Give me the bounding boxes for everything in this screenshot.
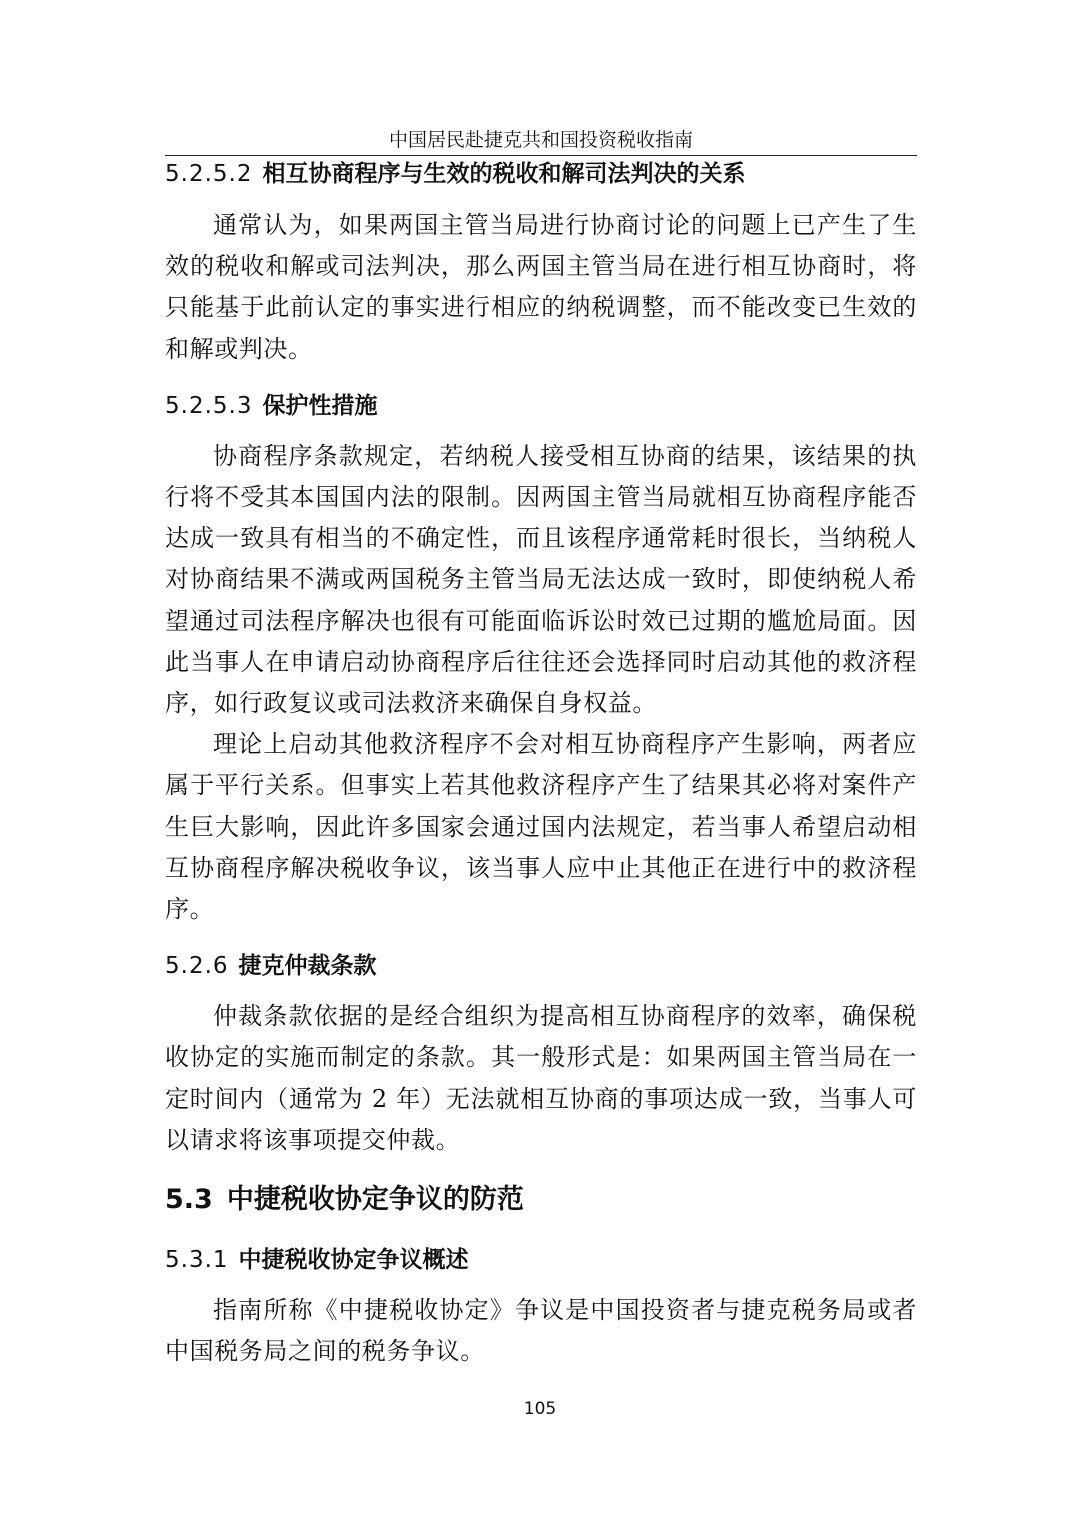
paragraph: 理论上启动其他救济程序不会对相互协商程序产生影响，两者应属于平行关系。但事实上若其他救济程序产生了结果其必将对案件产生巨大影响，因此许多国家会通过国内法规定，若当事人希望启动相互协商程序解决税收争议，该当事人应中止其他正在进行中的救济程序。 <box>165 730 917 924</box>
page-number: 105 <box>523 1399 557 1419</box>
section-title: 相互协商程序与生效的税收和解司法判决的关系 <box>262 161 746 187</box>
section-title: 保护性措施 <box>262 392 378 419</box>
section-heading-5-2-6 <box>165 948 917 984</box>
section-heading-5-3-1 <box>165 1242 917 1278</box>
running-header: 中国居民赴捷克共和国投资税收指南 <box>388 129 693 151</box>
section-heading-5-2-5-2 <box>165 156 917 192</box>
section-number: 5.2.5.2 <box>165 161 253 187</box>
section-number: 5.3.1 <box>165 1247 229 1274</box>
paragraph: 仲裁条款依据的是经合组织为提高相互协商程序的效率，确保税收协定的实施而制定的条款。其一般形式是：如果两国主管当局在一定时间内（通常为 2 年）无法就相互协商的事项达成一致，当事人可以请求将该事项提交仲裁。 <box>165 1002 917 1154</box>
section-heading-5-2-5-3 <box>165 388 917 424</box>
section-number: 5.2.5.3 <box>165 392 253 419</box>
paragraph: 指南所称《中捷税收协定》争议是中国投资者与捷克税务局或者中国税务局之间的税务争议。 <box>165 1296 917 1366</box>
paragraph: 通常认为，如果两国主管当局进行协商讨论的问题上已产生了生效的税收和解或司法判决，那么两国主管当局在进行相互协商时，将只能基于此前认定的事实进行相应的纳税调整，而不能改变已生效的和解或判决。 <box>165 211 917 363</box>
section-title: 中捷税收协定争议概述 <box>238 1247 469 1274</box>
paragraph: 协商程序条款规定，若纳税人接受相互协商的结果，该结果的执行将不受其本国国内法的限制。因两国主管当局就相互协商程序能否达成一致具有相当的不确定性，而且该程序通常耗时很长，当纳税人对协商结果不满或两国税务主管当局无法达成一致时，即使纳税人希望通过司法程序解决也很有可能面临诉讼时效已过期的尴尬局面。因此当事人在申请启动协商程序后往往还会选择同时启动其他的救济程序，如行政复议或司法救济来确保自身权益。 <box>165 441 917 718</box>
page-content <box>165 155 917 1372</box>
section-heading-5-3 <box>165 1178 917 1222</box>
section-number: 5.3 <box>165 1184 213 1216</box>
section-title: 捷克仲裁条款 <box>238 953 377 980</box>
section-number: 5.2.6 <box>165 953 229 980</box>
section-title: 中捷税收协定争议的防范 <box>226 1184 524 1216</box>
